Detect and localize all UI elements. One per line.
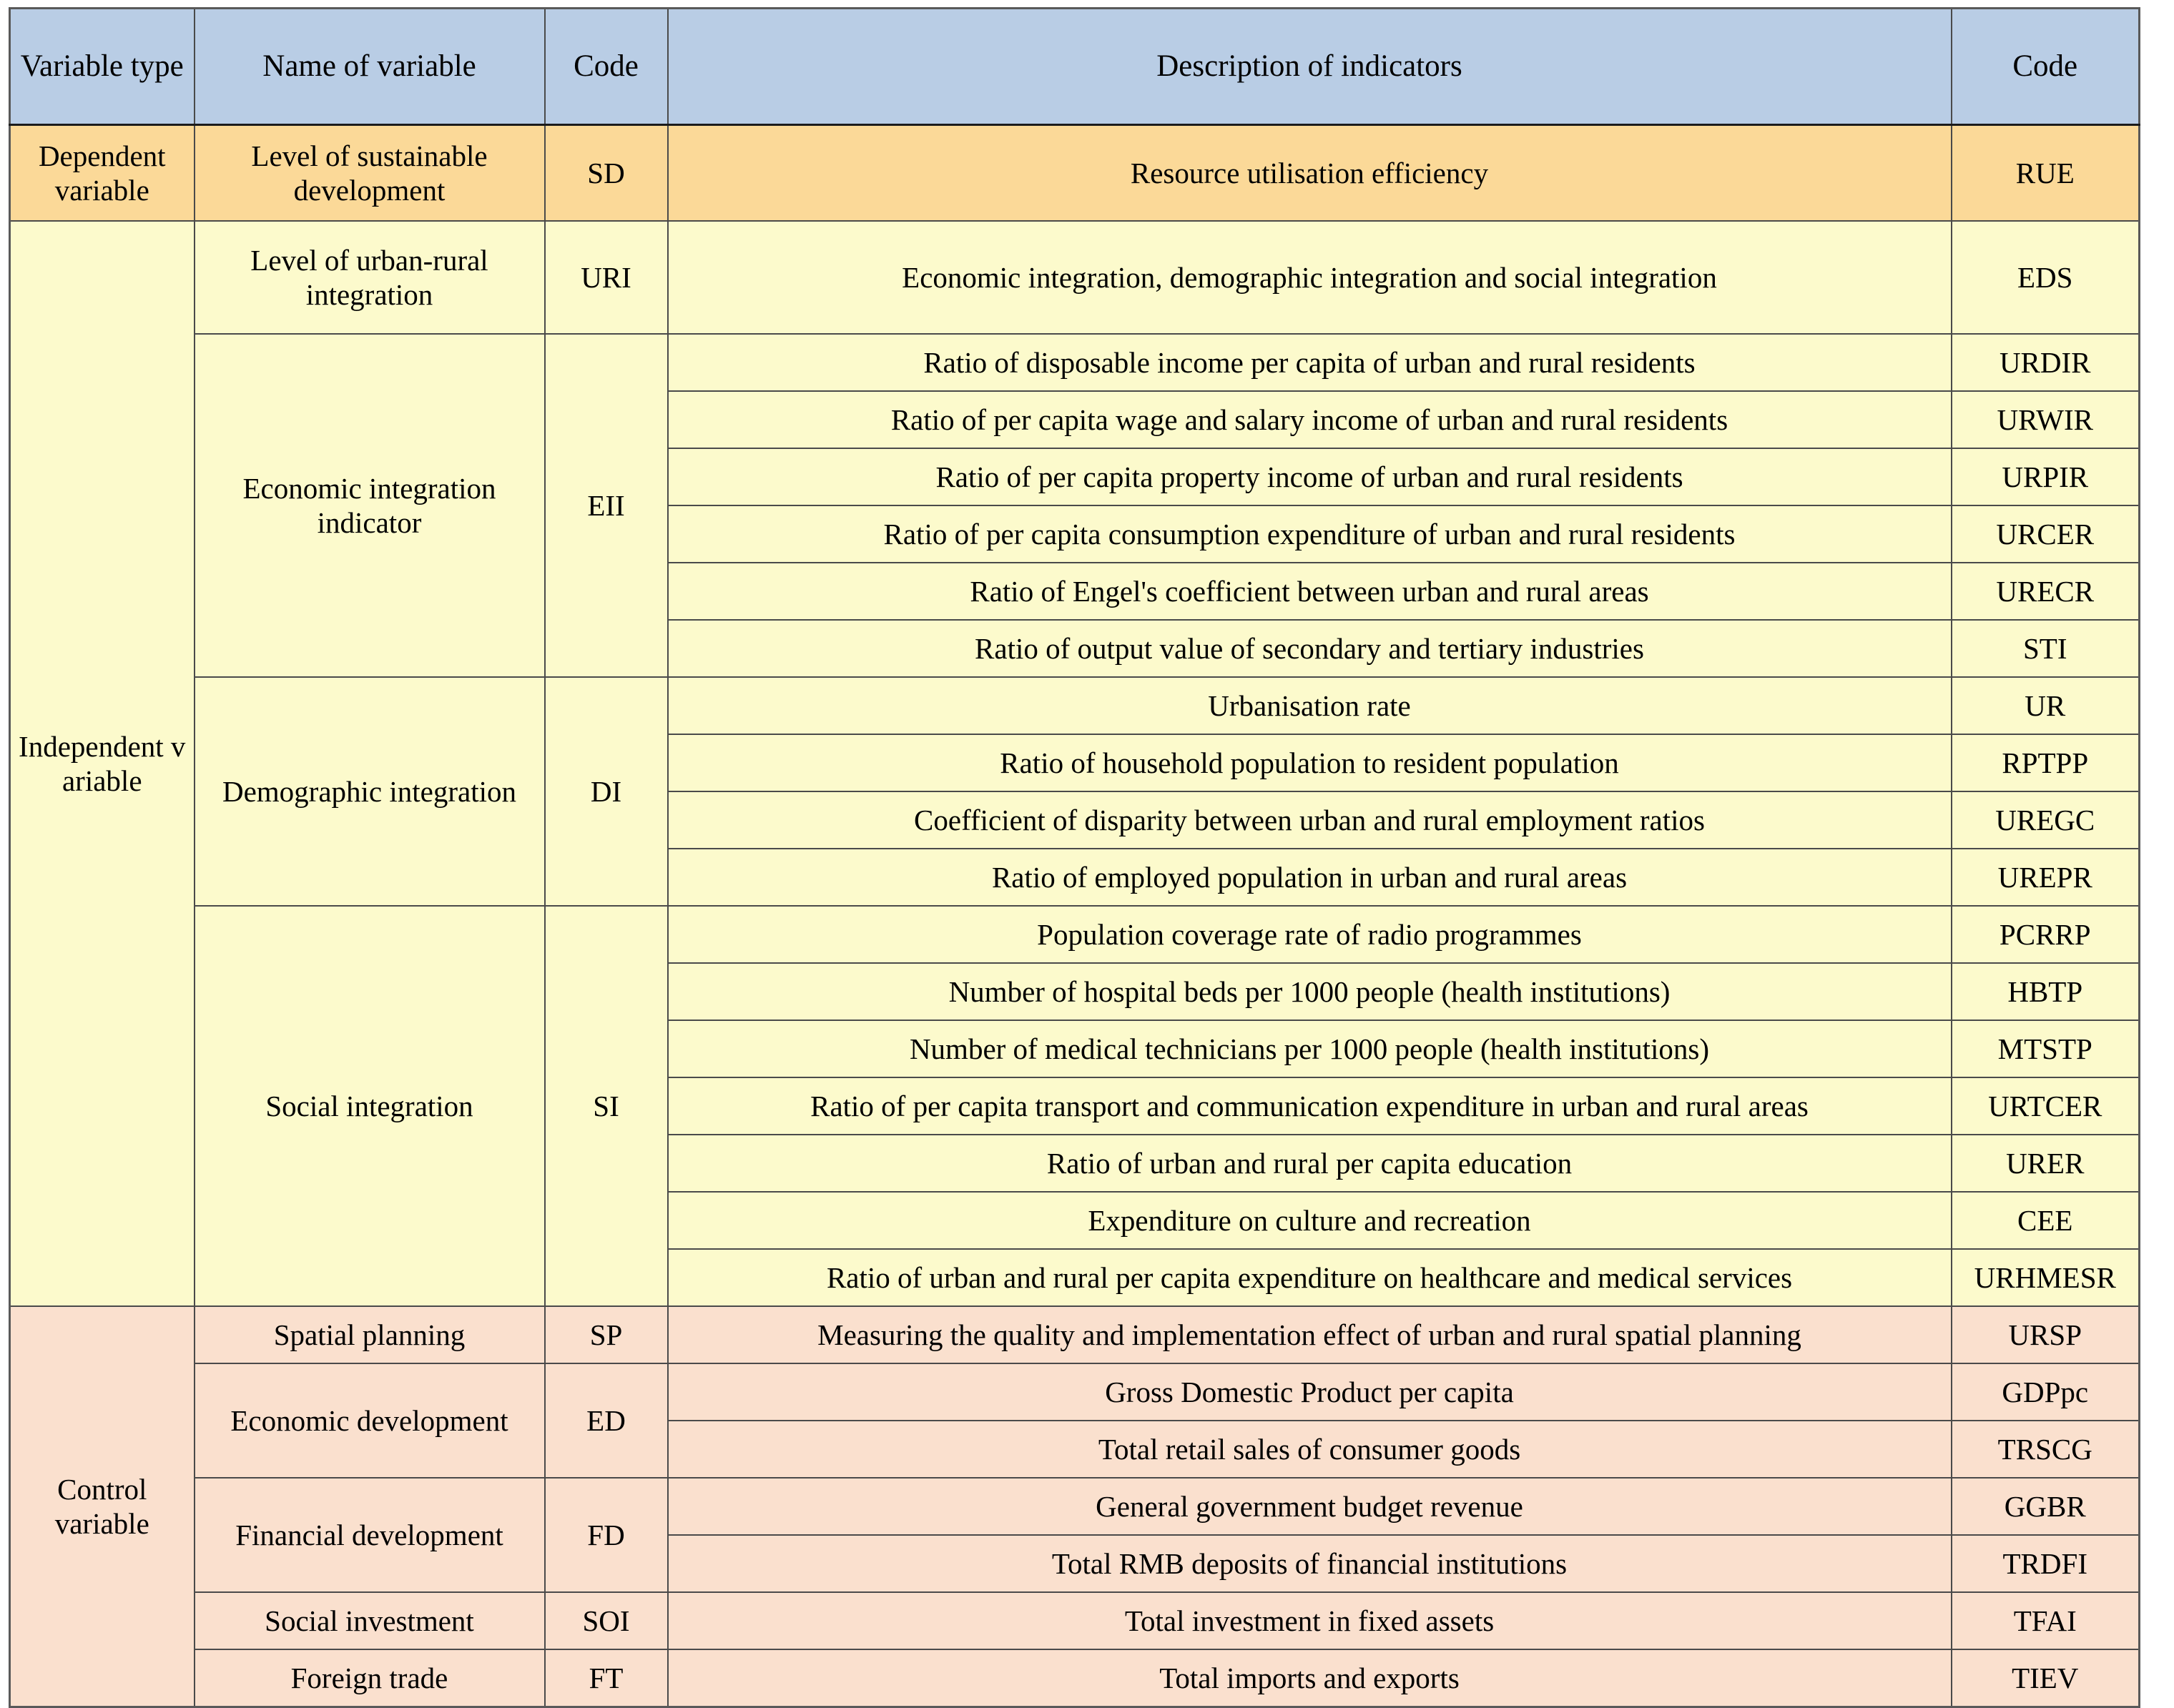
table-row (10, 1306, 2140, 1363)
indicator-description-cell: Ratio of per capita wage and salary income of urban and rural residents (668, 391, 1952, 448)
indicator-code-cell: URCER (1952, 505, 2140, 563)
variable-code-cell: DI (545, 677, 668, 906)
indicator-code-cell: RUE (1952, 125, 2140, 222)
indicator-code-cell: URPIR (1952, 448, 2140, 505)
indicator-description-cell: Number of hospital beds per 1000 people (health institutions) (668, 963, 1952, 1020)
indicator-code-cell: URSP (1952, 1306, 2140, 1363)
indicator-description-cell: Gross Domestic Product per capita (668, 1363, 1952, 1421)
indicator-code-cell: URER (1952, 1135, 2140, 1192)
variable-name-cell: Demographic integration (195, 677, 545, 906)
indicator-description-cell: Population coverage rate of radio programmes (668, 906, 1952, 963)
indicator-description-cell: Ratio of per capita consumption expenditure of urban and rural residents (668, 505, 1952, 563)
variable-name-cell: Social investment (195, 1592, 545, 1649)
variable-name-cell: Economic integration indicator (195, 334, 545, 677)
indicator-description-cell: Ratio of urban and rural per capita expenditure on healthcare and medical services (668, 1249, 1952, 1306)
indicator-description-cell: Total RMB deposits of financial institutions (668, 1535, 1952, 1592)
table-row (10, 221, 2140, 334)
table-row (10, 1363, 2140, 1421)
variable-name-cell: Economic development (195, 1363, 545, 1478)
indicator-description-cell: Economic integration, demographic integration and social integration (668, 221, 1952, 334)
header-variable-type: Variable type (10, 9, 195, 125)
indicator-code-cell: EDS (1952, 221, 2140, 334)
indicator-description-cell: Ratio of urban and rural per capita education (668, 1135, 1952, 1192)
indicator-code-cell: TIEV (1952, 1649, 2140, 1707)
table-row (10, 1592, 2140, 1649)
table-row (10, 334, 2140, 391)
indicator-code-cell: GGBR (1952, 1478, 2140, 1535)
table-row (10, 906, 2140, 963)
indicator-description-cell: Ratio of output value of secondary and tertiary industries (668, 620, 1952, 677)
indicator-code-cell: PCRRP (1952, 906, 2140, 963)
indicator-description-cell: Ratio of per capita property income of urban and rural residents (668, 448, 1952, 505)
header-name-of-variable: Name of variable (195, 9, 545, 125)
variable-definition-table (9, 7, 2140, 1708)
table-row (10, 1478, 2140, 1535)
indicator-code-cell: RPTPP (1952, 734, 2140, 791)
indicator-description-cell: Ratio of employed population in urban and rural areas (668, 849, 1952, 906)
indicator-description-cell: Ratio of household population to resident population (668, 734, 1952, 791)
indicator-code-cell: URDIR (1952, 334, 2140, 391)
table-row (10, 125, 2140, 222)
table-body (10, 125, 2140, 1707)
variable-code-cell: URI (545, 221, 668, 334)
indicator-description-cell: Number of medical technicians per 1000 people (health institutions) (668, 1020, 1952, 1077)
indicator-code-cell: CEE (1952, 1192, 2140, 1249)
variable-name-cell: Foreign trade (195, 1649, 545, 1707)
variable-name-cell: Financial development (195, 1478, 545, 1592)
table-header-row (10, 9, 2140, 125)
variable-code-cell: SOI (545, 1592, 668, 1649)
indicator-code-cell: URTCER (1952, 1077, 2140, 1135)
header-description-of-indicators: Description of indicators (668, 9, 1952, 125)
indicator-description-cell: Urbanisation rate (668, 677, 1952, 734)
variable-code-cell: ED (545, 1363, 668, 1478)
variable-name-cell: Level of urban-rural integration (195, 221, 545, 334)
header-code-left: Code (545, 9, 668, 125)
indicator-description-cell: Measuring the quality and implementation effect of urban and rural spatial planning (668, 1306, 1952, 1363)
indicator-code-cell: UR (1952, 677, 2140, 734)
indicator-description-cell: Resource utilisation efficiency (668, 125, 1952, 222)
variable-code-cell: SD (545, 125, 668, 222)
header-code-right: Code (1952, 9, 2140, 125)
indicator-code-cell: URHMESR (1952, 1249, 2140, 1306)
indicator-description-cell: Ratio of disposable income per capita of urban and rural residents (668, 334, 1952, 391)
variable-code-cell: SP (545, 1306, 668, 1363)
indicator-description-cell: Total retail sales of consumer goods (668, 1421, 1952, 1478)
indicator-code-cell: UREPR (1952, 849, 2140, 906)
indicator-code-cell: GDPpc (1952, 1363, 2140, 1421)
indicator-code-cell: URWIR (1952, 391, 2140, 448)
indicator-code-cell: TRSCG (1952, 1421, 2140, 1478)
indicator-description-cell: Expenditure on culture and recreation (668, 1192, 1952, 1249)
variable-code-cell: EII (545, 334, 668, 677)
variable-name-cell: Social integration (195, 906, 545, 1306)
indicator-description-cell: Coefficient of disparity between urban and rural employment ratios (668, 791, 1952, 849)
indicator-code-cell: STI (1952, 620, 2140, 677)
indicator-code-cell: URECR (1952, 563, 2140, 620)
indicator-description-cell: Total investment in fixed assets (668, 1592, 1952, 1649)
indicator-description-cell: Ratio of Engel's coefficient between urban and rural areas (668, 563, 1952, 620)
indicator-code-cell: TRDFI (1952, 1535, 2140, 1592)
table-row (10, 1649, 2140, 1707)
indicator-description-cell: Total imports and exports (668, 1649, 1952, 1707)
table-row (10, 677, 2140, 734)
indicator-code-cell: UREGC (1952, 791, 2140, 849)
variable-code-cell: FD (545, 1478, 668, 1592)
variable-code-cell: SI (545, 906, 668, 1306)
variable-definition-table-container (9, 7, 2138, 1708)
variable-type-cell: Independent variable (10, 221, 195, 1306)
indicator-description-cell: General government budget revenue (668, 1478, 1952, 1535)
variable-name-cell: Level of sustainable development (195, 125, 545, 222)
indicator-description-cell: Ratio of per capita transport and communication expenditure in urban and rural areas (668, 1077, 1952, 1135)
variable-code-cell: FT (545, 1649, 668, 1707)
variable-name-cell: Spatial planning (195, 1306, 545, 1363)
indicator-code-cell: MTSTP (1952, 1020, 2140, 1077)
indicator-code-cell: HBTP (1952, 963, 2140, 1020)
variable-type-cell: Control variable (10, 1306, 195, 1707)
variable-type-cell: Dependent variable (10, 125, 195, 222)
indicator-code-cell: TFAI (1952, 1592, 2140, 1649)
